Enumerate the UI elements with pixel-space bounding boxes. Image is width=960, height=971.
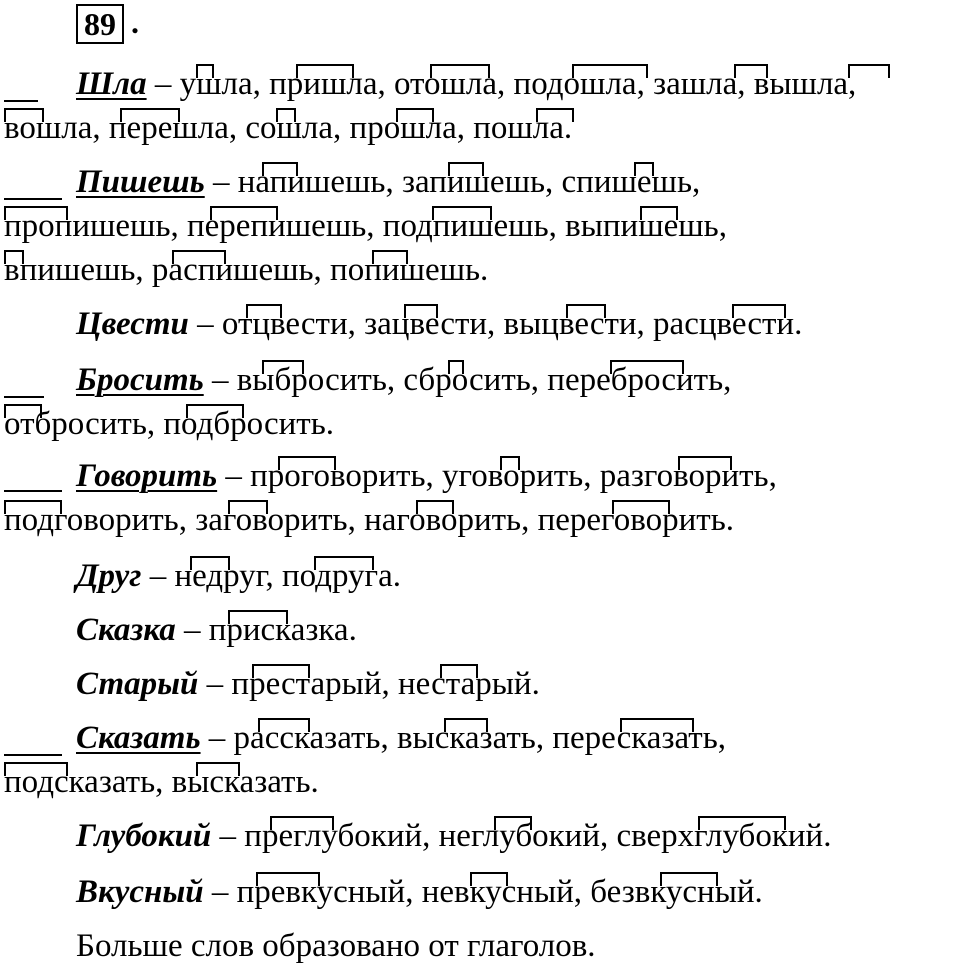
prefix-mark [430, 64, 490, 78]
prefix-mark [278, 456, 336, 470]
derived-words: присказка. [208, 612, 357, 648]
headword: Глубокий [76, 818, 212, 854]
derived-words: ушла, пришла, отошла, подошла, зашла, вышла, [179, 66, 857, 102]
dash: – [175, 612, 209, 648]
headword: Вкусный [76, 874, 204, 910]
derived-words: подговорить, заговорить, наговорить, переговорить. [4, 502, 734, 538]
prefix-mark [660, 872, 718, 886]
headword: Сказать [76, 720, 201, 756]
prefix-mark [172, 250, 226, 264]
derived-words: впишешь, распишешь, попишешь. [4, 252, 489, 288]
prefix-mark [196, 64, 214, 78]
conclusion-text: Больше слов образовано от глаголов. [76, 928, 596, 964]
derived-words: вошла, перешла, сошла, прошла, пошла. [4, 110, 573, 146]
prefix-mark [252, 664, 310, 678]
prefix-mark [4, 108, 44, 122]
prefix-mark [734, 64, 768, 78]
entry-line [76, 456, 777, 496]
derived-words: выбросить, сбросить, перебросить, [236, 362, 732, 398]
prefix-mark [678, 456, 732, 470]
prefix-mark [196, 762, 240, 776]
prefix-mark [494, 816, 532, 830]
prefix-mark [444, 718, 488, 732]
dash: – [200, 720, 234, 756]
prefix-mark [276, 108, 296, 122]
dash: – [203, 362, 237, 398]
prefix-mark [4, 250, 24, 264]
prefix-mark [470, 872, 508, 886]
derived-words: напишешь, запишешь, спишешь, [237, 164, 701, 200]
entry-line [4, 404, 334, 444]
derived-words: недруг, подруга. [174, 558, 401, 594]
blank-line [4, 396, 44, 398]
derived-words: пропишешь, перепишешь, подпишешь, выпишешь, [4, 208, 727, 244]
prefix-mark [610, 360, 684, 374]
headword: Старый [76, 666, 199, 702]
exercise-number: 89 [84, 6, 116, 42]
dash: – [198, 666, 232, 702]
prefix-mark [246, 304, 282, 318]
entry-line [76, 304, 802, 344]
prefix-mark [634, 162, 654, 176]
blank-line [4, 100, 38, 102]
prefix-mark [4, 762, 68, 776]
blank-line [4, 490, 62, 492]
prefix-mark [228, 500, 268, 514]
prefix-mark [262, 162, 298, 176]
prefix-mark [848, 64, 890, 78]
prefix-mark [190, 556, 230, 570]
prefix-mark [262, 360, 304, 374]
derived-words: преглубокий, неглубокий, сверхглубокий. [244, 818, 832, 854]
prefix-mark [732, 304, 786, 318]
prefix-mark [210, 206, 278, 220]
prefix-mark [256, 872, 320, 886]
prefix-mark [572, 64, 648, 78]
dash: – [146, 66, 180, 102]
exercise-number-box [76, 4, 124, 44]
prefix-mark [296, 64, 354, 78]
prefix-mark [440, 664, 478, 678]
prefix-mark [698, 816, 786, 830]
entry-line [4, 206, 727, 246]
entry-line [76, 162, 700, 202]
dash: – [217, 458, 251, 494]
blank-line [4, 198, 62, 200]
derived-words: престарый, нестарый. [231, 666, 540, 702]
prefix-mark [404, 304, 438, 318]
prefix-mark [372, 250, 408, 264]
dash: – [204, 164, 238, 200]
prefix-mark [500, 456, 520, 470]
prefix-mark [448, 162, 484, 176]
headword: Сказка [76, 612, 176, 648]
entry-line [76, 610, 357, 650]
prefix-mark [536, 108, 574, 122]
prefix-mark [314, 556, 374, 570]
dash: – [141, 558, 175, 594]
dash: – [188, 306, 222, 342]
prefix-mark [620, 718, 694, 732]
prefix-mark [186, 404, 244, 418]
prefix-mark [4, 500, 62, 514]
headword: Пишешь [76, 164, 205, 200]
prefix-mark [566, 304, 606, 318]
prefix-mark [258, 718, 310, 732]
conclusion-line [76, 926, 596, 966]
blank-line [4, 754, 62, 756]
derived-words: рассказать, высказать, пересказать, [233, 720, 727, 756]
dash: – [211, 818, 245, 854]
prefix-mark [640, 206, 678, 220]
derived-words: превкусный, невкусный, безвкусный. [236, 874, 763, 910]
derived-words: подсказать, высказать. [4, 764, 319, 800]
prefix-mark [4, 206, 68, 220]
derived-words: отбросить, подбросить. [4, 406, 335, 442]
prefix-mark [612, 500, 670, 514]
prefix-mark [416, 500, 454, 514]
headword: Друг [76, 558, 142, 594]
prefix-mark [396, 108, 434, 122]
entry-line [4, 250, 488, 290]
prefix-mark [228, 610, 288, 624]
prefix-mark [4, 404, 42, 418]
exercise-number-dot: . [131, 4, 139, 40]
prefix-mark [432, 206, 492, 220]
prefix-mark [270, 816, 334, 830]
prefix-mark [448, 360, 464, 374]
headword: Говорить [76, 458, 218, 494]
headword: Бросить [76, 362, 204, 398]
derived-words: проговорить, уговорить, разговорить, [250, 458, 777, 494]
derived-words: отцвести, зацвести, выцвести, расцвести. [221, 306, 803, 342]
headword: Цвести [76, 306, 189, 342]
headword: Шла [76, 66, 147, 102]
prefix-mark [120, 108, 180, 122]
dash: – [203, 874, 237, 910]
